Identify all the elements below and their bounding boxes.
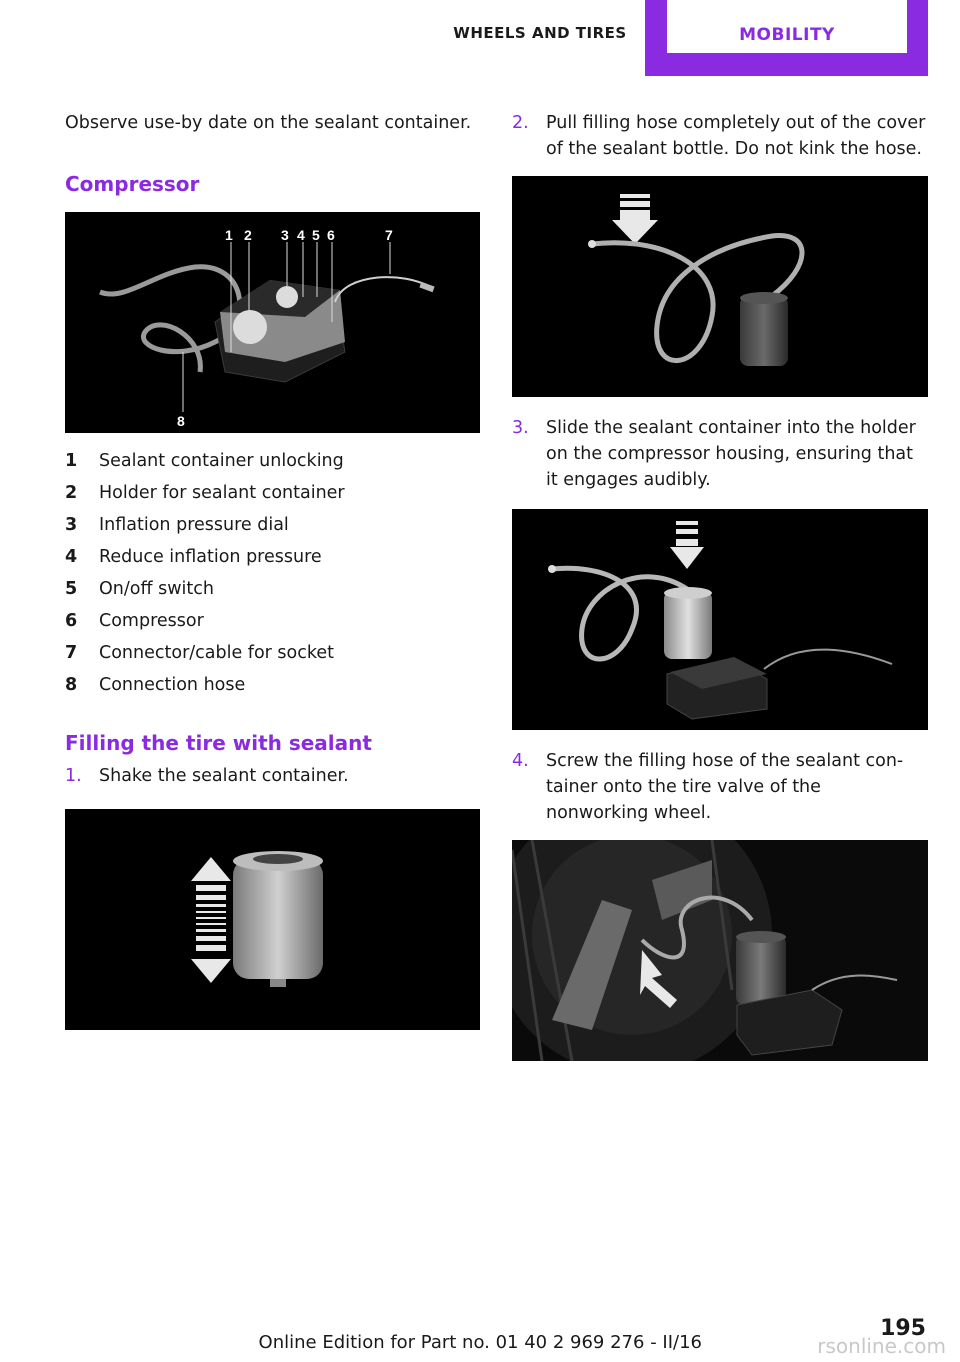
compressor-illustration (65, 212, 480, 433)
legend-item (65, 445, 480, 477)
step-text: Pull filling hose completely out of the cover of the sealant bottle. Do not kink the hose. (546, 113, 926, 159)
legend-text: Connection hose (99, 675, 246, 695)
legend-number: 7 (65, 643, 78, 663)
callout-1: 1 (225, 227, 233, 243)
connect-valve-illustration (512, 840, 928, 1061)
legend-text: On/off switch (99, 579, 214, 599)
page-number: 195 (880, 1316, 926, 1341)
legend-number: 1 (65, 451, 78, 471)
step-number: 3. (512, 418, 529, 438)
legend-item (65, 573, 480, 605)
compressor-heading: Compressor (65, 172, 200, 196)
step-number: 1. (65, 766, 82, 786)
compressor-legend (65, 445, 480, 701)
connect-valve-figure (512, 840, 928, 1061)
callout-4: 4 (297, 227, 305, 243)
running-header-section: WHEELS AND TIRES (453, 24, 627, 42)
legend-number: 3 (65, 515, 78, 535)
attach-container-figure (512, 509, 928, 730)
legend-text: Inflation pressure dial (99, 515, 289, 535)
step-number: 4. (512, 751, 529, 771)
step-text: Slide the sealant container into the holder on the compressor housing, ensuring that it engages audibly. (546, 418, 916, 490)
legend-text: Holder for sealant container (99, 483, 345, 503)
legend-number: 6 (65, 611, 78, 631)
step-text: Shake the sealant container. (99, 766, 349, 786)
callout-7: 7 (385, 227, 393, 243)
attach-container-illustration (512, 509, 928, 730)
pull-hose-figure (512, 176, 928, 397)
step-text: Screw the filling hose of the sealant con‐ tainer onto the tire valve of the nonworking wheel. (546, 751, 904, 823)
pull-hose-illustration (512, 176, 928, 397)
edition-note: Online Edition for Part no. 01 40 2 969 276 - II/16 (258, 1332, 702, 1353)
step-3 (512, 415, 928, 493)
legend-text: Sealant container unlocking (99, 451, 344, 471)
legend-item (65, 605, 480, 637)
callout-2: 2 (244, 227, 252, 243)
legend-item (65, 637, 480, 669)
step-4 (512, 748, 928, 826)
filling-heading: Filling the tire with sealant (65, 731, 372, 755)
legend-item (65, 509, 480, 541)
legend-number: 8 (65, 675, 78, 695)
legend-item (65, 541, 480, 573)
step-number: 2. (512, 113, 529, 133)
legend-text: Compressor (99, 611, 204, 631)
step-2 (512, 110, 928, 162)
callout-5: 5 (312, 227, 320, 243)
legend-item (65, 477, 480, 509)
right-column (512, 110, 928, 1061)
left-column (65, 110, 480, 1030)
legend-number: 5 (65, 579, 78, 599)
page-footer (0, 1316, 960, 1356)
chapter-tab-label: MOBILITY (667, 0, 907, 53)
legend-item (65, 669, 480, 701)
chapter-tab (645, 0, 928, 76)
legend-number: 4 (65, 547, 78, 567)
callout-8: 8 (177, 413, 185, 429)
shake-container-figure (65, 809, 480, 1030)
shake-illustration (65, 809, 480, 1030)
legend-text: Reduce inflation pressure (99, 547, 322, 567)
watermark: rsonline.com (817, 1334, 946, 1358)
step-1 (65, 763, 480, 789)
use-by-note: Observe use-by date on the sealant container. (65, 113, 472, 133)
legend-text: Connector/cable for socket (99, 643, 335, 663)
compressor-figure (65, 212, 480, 433)
legend-number: 2 (65, 483, 78, 503)
callout-6: 6 (327, 227, 335, 243)
callout-3: 3 (281, 227, 289, 243)
